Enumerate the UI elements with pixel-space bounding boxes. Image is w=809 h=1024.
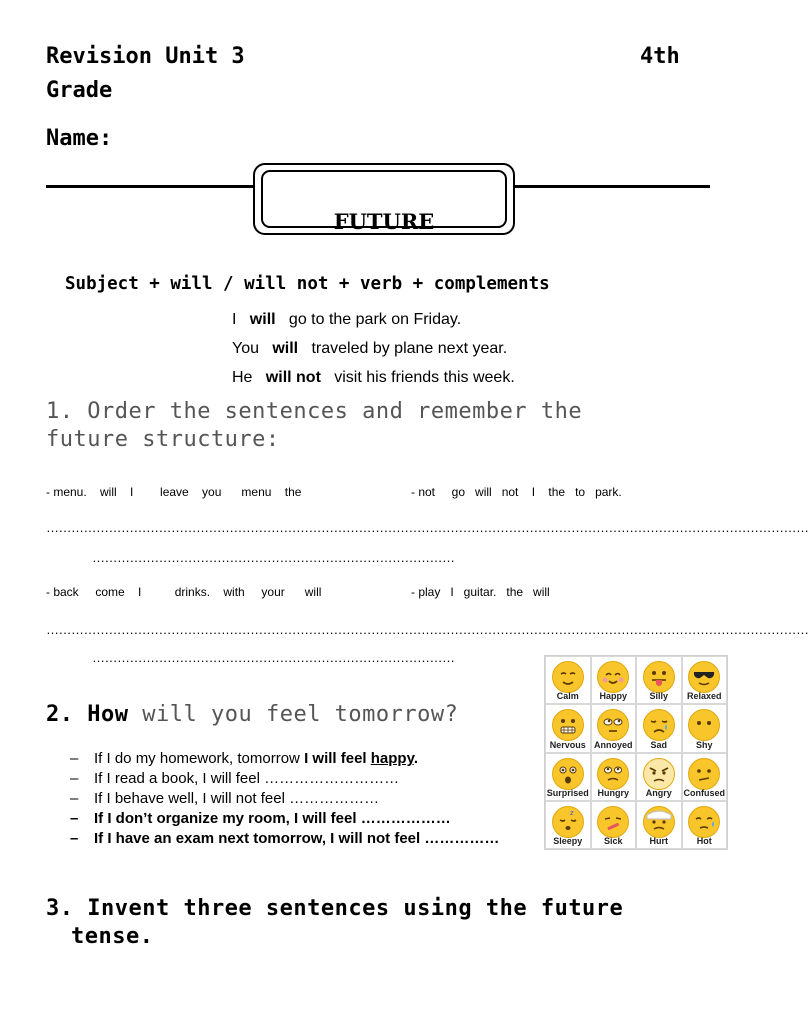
annoyed-face-icon [597,709,629,741]
list-item[interactable]: – If I behave well, I will not feel ……………… [48,789,548,809]
example-3-subject: He [232,369,253,386]
example-2-aux: will [272,340,299,357]
hot-face-icon [688,806,720,838]
exercise-3-heading-line2: tense. [71,924,154,949]
confused-face-icon [688,758,720,790]
example-1-rest: go to the park on Friday. [288,311,462,328]
emotion-cell-silly: Silly [636,656,682,704]
relaxed-face-icon [688,661,720,693]
worksheet-title: Revision Unit 3 [46,44,245,69]
feelings-list [48,749,548,849]
emotion-cell-calm: Calm [545,656,591,704]
scrambled-sentence-4: - play I guitar. the will [411,585,550,599]
emotion-cell-nervous: Nervous [545,704,591,752]
surprised-face-icon [552,758,584,790]
nervous-face-icon [552,709,584,741]
exercise-2-heading [46,702,458,727]
example-1-aux: will [249,311,276,328]
emotion-cell-annoyed: Annoyed [591,704,637,752]
sad-face-icon [643,709,675,741]
example-1 [232,311,461,329]
emotion-cell-sleepy: z Sleepy [545,801,591,849]
emotion-cell-sad: Sad [636,704,682,752]
calm-face-icon [552,661,584,693]
shy-face-icon [688,709,720,741]
answer-line-3[interactable]: ………………………………………………………………………………………………………………………………………………………………… [46,622,809,637]
emotion-cell-sick: Sick [591,801,637,849]
list-item: – If I do my homework, tomorrow I will feel happy. [48,749,548,769]
exercise-2-number: 2. [46,702,74,727]
scrambled-sentence-2: - not go will not I the to park. [411,485,622,499]
exercise-1-heading-line2: future structure: [46,427,280,452]
grade-label: Grade [46,78,113,103]
example-2 [232,340,507,358]
list-item[interactable]: – If I don’t organize my room, I will feel ……………… [48,809,548,829]
exercise-3-heading-line1: 3. Invent three sentences using the future [46,896,624,921]
exercise-2-how: How [87,702,129,727]
future-title-box [253,163,515,235]
hurt-face-icon [643,806,675,838]
exercise-2-question: will you feel tomorrow? [142,702,459,727]
example-3 [232,369,515,387]
emotion-cell-hurt: Hurt [636,801,682,849]
scrambled-sentence-3: - back come I drinks. with your will [46,585,322,599]
hungry-face-icon [597,758,629,790]
emotion-cell-shy: Shy [682,704,728,752]
name-label: Name: [46,126,113,151]
emotion-cell-relaxed: Relaxed [682,656,728,704]
exercise-1-heading-line1: 1. Order the sentences and remember the [46,399,583,424]
list-item[interactable]: – If I read a book, I will feel ……………………… [48,769,548,789]
answer-line-1[interactable]: ………………………………………………………………………………………………………………………………………………………………… [46,520,809,535]
emotion-cell-angry: Angry [636,753,682,801]
answer-line-2[interactable]: …………………………………………………………………………… [92,550,455,565]
emotion-cell-happy: Happy [591,656,637,704]
example-answer: happy [370,750,414,767]
angry-face-icon [643,758,675,790]
emotion-cell-surprised: Surprised [545,753,591,801]
grade-number: 4th [640,44,680,69]
example-2-subject: You [232,340,259,357]
example-3-rest: visit his friends this week. [334,369,515,386]
example-3-aux: will not [265,369,321,386]
example-2-rest: traveled by plane next year. [311,340,508,357]
emotion-cell-confused: Confused [682,753,728,801]
future-formula: Subject + will / will not + verb + complements [65,274,550,294]
happy-face-icon [597,661,629,693]
list-item[interactable]: – If I have an exam next tomorrow, I will not feel …………… [48,829,548,849]
sleepy-face-icon [552,806,584,838]
svg-text:z: z [569,808,574,817]
future-title: FUTURE [333,209,435,234]
sick-face-icon [597,806,629,838]
emotions-chart [544,655,728,850]
example-1-subject: I [232,311,237,328]
emotion-cell-hot: Hot [682,801,728,849]
emotion-cell-hungry: Hungry [591,753,637,801]
silly-face-icon [643,661,675,693]
scrambled-sentence-1: - menu. will I leave you menu the [46,485,302,499]
answer-line-4[interactable]: …………………………………………………………………………… [92,650,455,665]
